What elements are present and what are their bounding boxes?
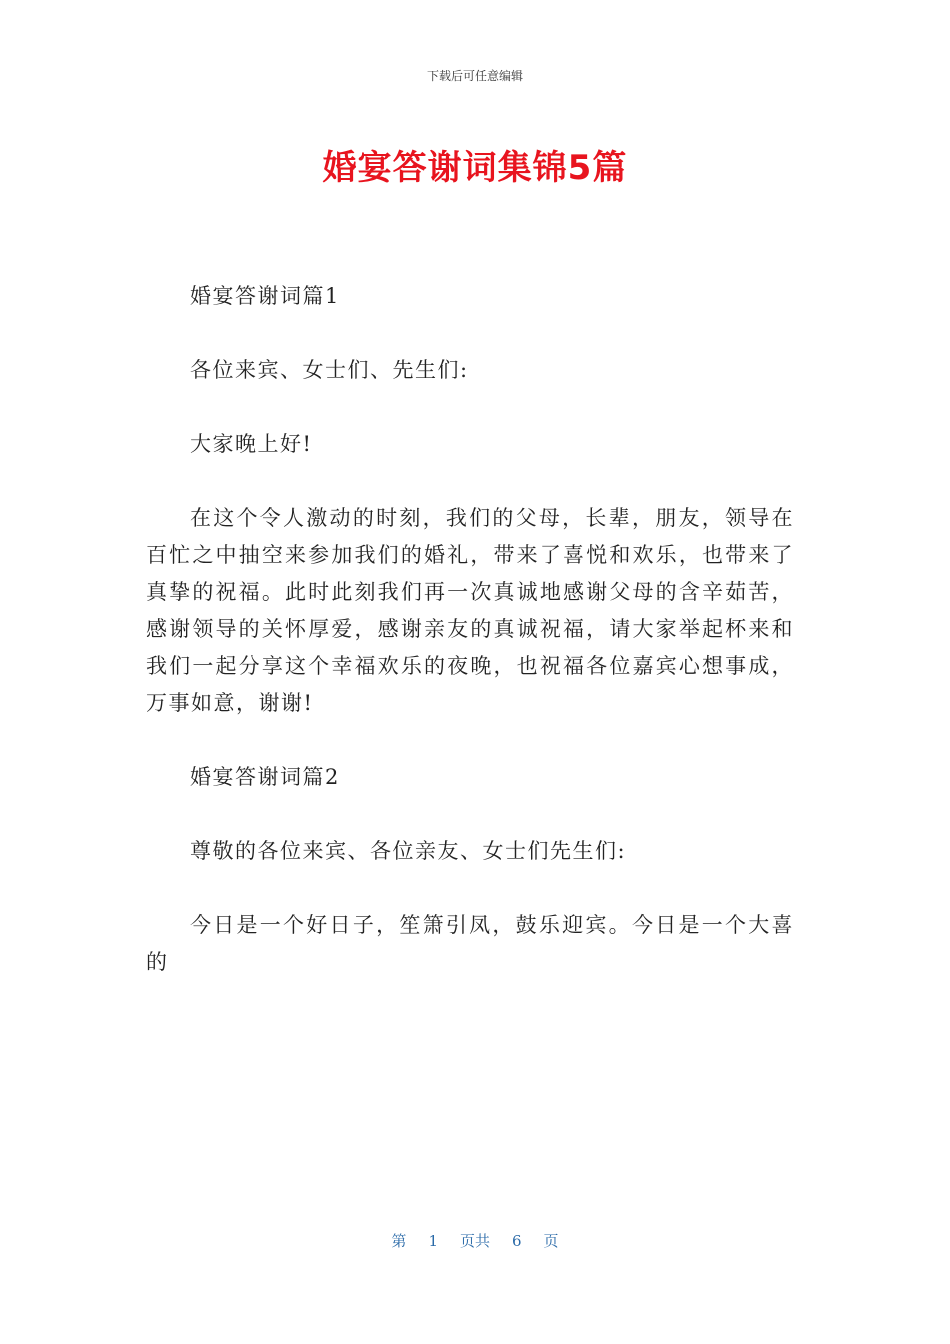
salutation-2: 尊敬的各位来宾、各位亲友、女士们先生们: [190, 839, 627, 863]
header-note: 下载后可任意编辑 [426, 69, 523, 83]
footer-total-pages: 6 [512, 1232, 522, 1250]
footer-label-end: 页 [543, 1232, 559, 1250]
page-footer [0, 1230, 950, 1251]
paragraph-main-2: 今日是一个好日子，笙箫引凤，鼓乐迎宾。今日是一个大喜的 [146, 913, 794, 974]
footer-current-page: 1 [428, 1232, 438, 1250]
document-body [146, 278, 794, 1018]
paragraph-main-1: 在这个令人激动的时刻，我们的父母，长辈，朋友，领导在百忙之中抽空来参加我们的婚礼，带来了喜悦和欢乐，也带来了真挚的祝福。此时此刻我们再一次真诚地感谢父母的含辛茹苦，感谢领导的关怀厚爱，感谢亲友的真诚祝福，请大家举起杯来和我们一起分享这个幸福欢乐的夜晚，也祝福各位嘉宾心想事成，万事如意，谢谢! [146, 506, 794, 715]
footer-label-page: 第 [391, 1232, 407, 1250]
section-heading-1: 婚宴答谢词篇1 [190, 284, 340, 308]
footer-label-total: 页共 [459, 1232, 490, 1250]
document-title: 婚宴答谢词集锦5篇 [322, 148, 628, 188]
section-heading-2: 婚宴答谢词篇2 [190, 765, 340, 789]
greeting-1: 大家晚上好! [190, 432, 313, 456]
salutation-1: 各位来宾、女士们、先生们: [190, 358, 469, 382]
